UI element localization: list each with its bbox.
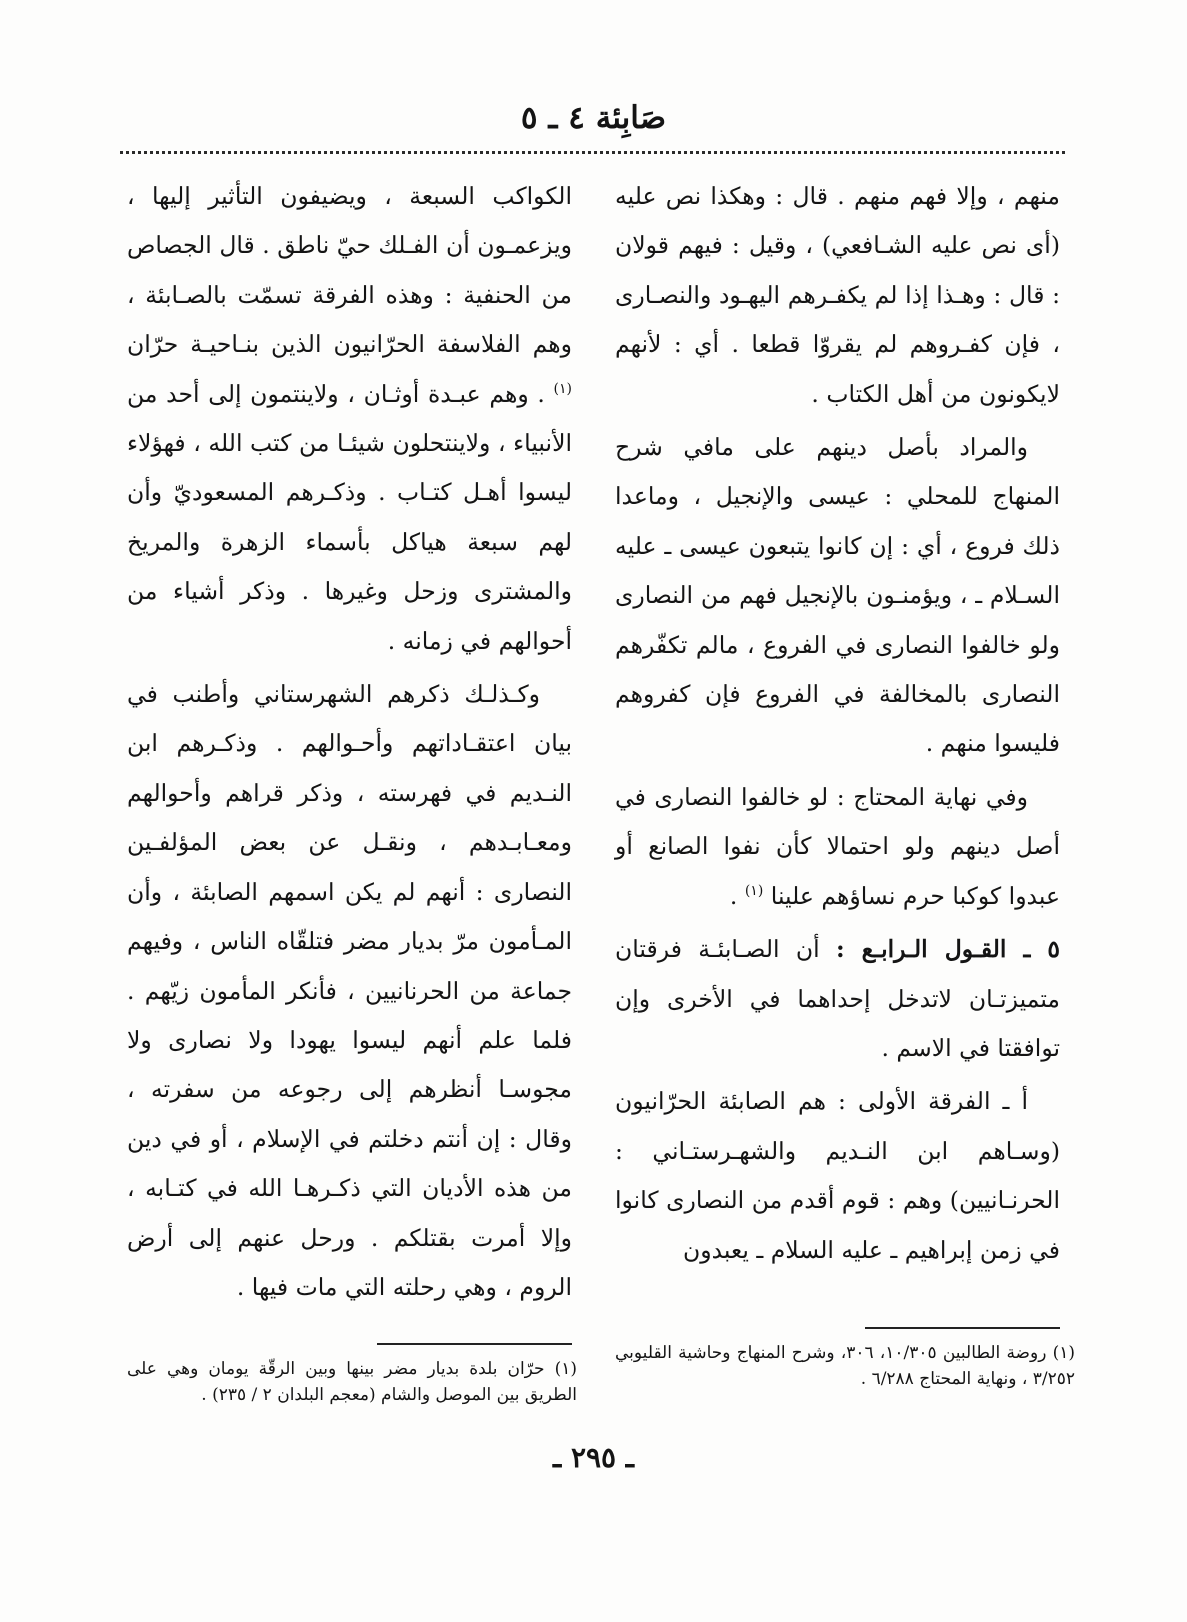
footnote: (١) روضة الطالبين ١٠/٣٠٥، ٣٠٦، وشرح المنهاج وحاشية القليوبي ٣/٢٥٢ ، ونهاية المحتاج ٦/٢٨٨ . — [615, 1343, 1075, 1389]
footnote-rule — [865, 1327, 1060, 1329]
paragraph-text: أن الصـابئـة فرقتان متميزتـان لاتدخل إحداهما في الأخرى وإن توافقتا في الاسم . — [615, 935, 1060, 1062]
paragraph-text: وفي نهاية المحتاج : لو خالفوا النصارى في أصل دينهم ولو احتمالا كأن نفوا الصانع أو عبدوا كوكبا حرم نساؤهم علينا — [615, 782, 1060, 910]
paragraph-text: وكـذلـك ذكرهم الشهرستاني وأطنب في بيان اعتقـاداتهم وأحـوالهم . وذكـرهم ابن النـديم في فهرسته ، وذكر قراهم وأحوالهم ومعـابـدهم ، ونقـل عن بعض المؤلفـين النصارى : أنهم لم يكن اسمهم الصابئة ، وأن المـأمون مرّ بديار مضر فتلقّاه الناس ، وفيهم جماعة من الحرنانيين ، فأنكر المأمون زيّهم . فلما علم أنهم ليسوا يهودا ولا نصارى ولا مجوسـا أنظرهم إلى رجوعه من سفرته ، وقال : إن أنتم دخلتم في الإسلام ، أو في دين من هذه الأديان التي ذكـرهـا الله في كتـابه ، وإلا أمرت بقتلكم . ورحل عنهم إلى أرض الروم ، وهي رحلته التي مات فيها . — [127, 680, 572, 1301]
paragraph: منهم ، وإلا فهم منهم . قال : وهكذا نص عليه (أى نص عليه الشـافعي) ، وقيل : فيهم قولان : قال : وهـذا إذا لم يكفـرهم اليهـود والنصـارى ، فإن كفـروهم لم يقروّا قطعا . أي : لأنهم لايكونون من أهل الكتاب . — [615, 182, 1060, 408]
paragraph-text: الكواكب السبعة ، ويضيفون التأثير إليها ، ويزعمـون أن الفـلك حيّ ناطق . قال الجصاص من الحنفية : وهذه الفرقة تسمّت بالصـابئة ، وهم الفلاسفة الحرّانيون الذين بنـاحيـة حرّان — [127, 182, 572, 359]
footnote-rule — [377, 1343, 572, 1345]
paragraph-text: والمراد بأصل دينهم على مافي شرح المنهاج للمحلي : عيسى والإنجيل ، وماعدا ذلك فروع ، أي : إن كانوا يتبعون عيسى ـ عليه السـلام ـ ، ويؤمنـون بالإنجيل فهم من النصارى ولو خالفوا النصارى في الفروع ، مالم تكفّرهم النصارى بالمخالفة في الفروع فإن كفروهم فليسوا منهم . — [615, 433, 1060, 758]
paragraph — [615, 1077, 1060, 1275]
paragraph — [127, 172, 572, 666]
footnote-ref: (١) — [553, 380, 572, 397]
paragraph-text: . وهم عبـدة أوثـان ، ولاينتمون إلى أحد من الأنبياء ، ولاينتحلون شيئـا من كتب الله ، فهؤلاء ليسوا أهـل كتـاب . وذكـرهم المسعوديّ وأن لهم سبعة هياكل بأسماء الزهرة والمريخ والمشترى وزحل وغيرها . وذكر أشياء من أحوالهم في زمانه . — [127, 379, 572, 655]
paragraph — [615, 925, 1060, 1073]
header-dotted-rule — [120, 151, 1065, 154]
paragraph-end: . — [729, 881, 745, 910]
paragraph — [615, 423, 1060, 769]
paragraph — [127, 670, 572, 1312]
footnote-ref: (١) — [744, 882, 764, 899]
running-header: صَابِئة ٤ ـ ٥ — [520, 100, 667, 136]
page-number: ـ ٢٩٥ ـ — [552, 1441, 635, 1474]
section-heading: ٥ ـ القـول الـرابـع : — [835, 935, 1061, 964]
footnote: (١) حرّان بلدة بديار مضر بينها وبين الرقّة يومان وهي على الطريق بين الموصل والشام (معجم البلدان ٢ / ٢٣٥) . — [127, 1359, 577, 1405]
right-column — [615, 172, 1060, 1622]
paragraph-text: أ ـ الفرقة الأولى : هم الصابئة الحرّانيون (وسـاهم ابن النـديم والشهـرستـاني : الحرنـانيين) وهم : قوم أقدم من النصارى كانوا في زمن إبراهيم ـ عليه السلام ـ يعبدون — [615, 1087, 1060, 1264]
paragraph — [615, 773, 1060, 921]
